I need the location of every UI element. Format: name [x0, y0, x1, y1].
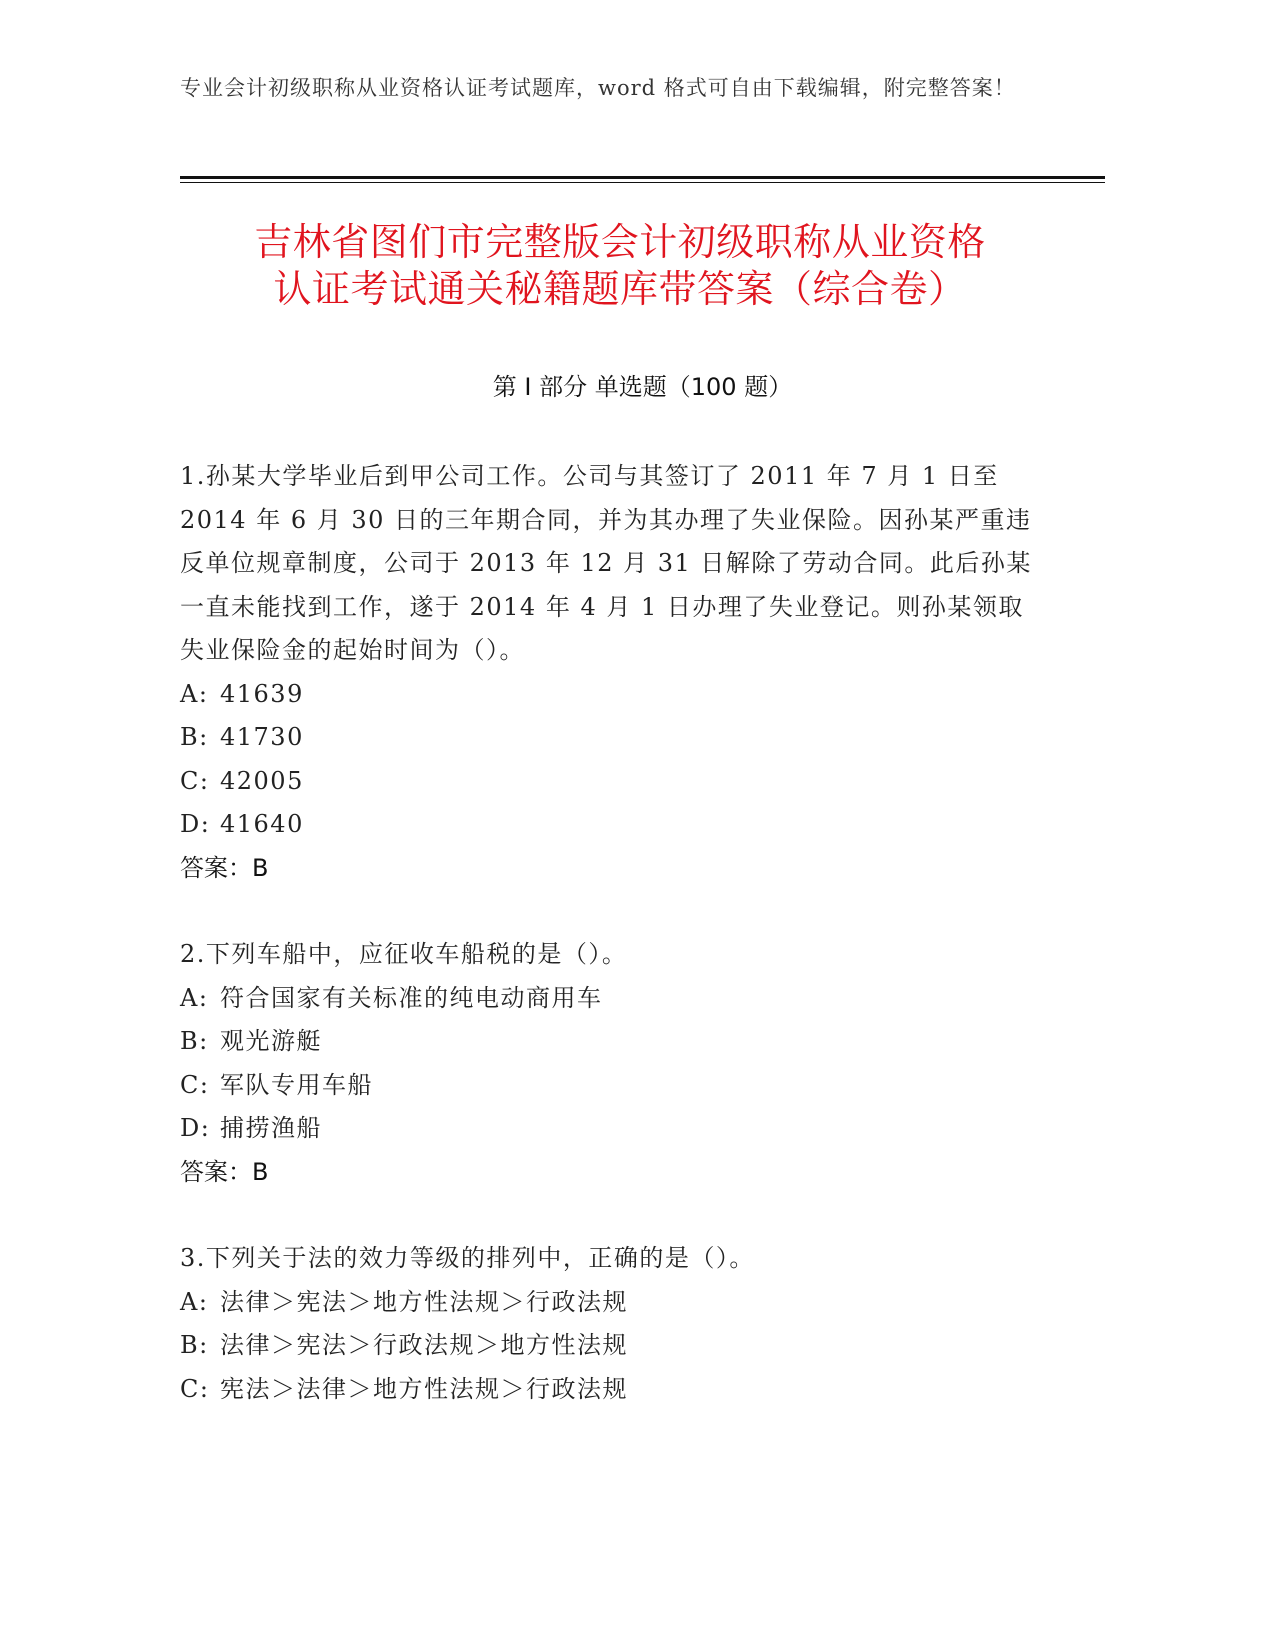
- option-letter: A:: [180, 679, 209, 708]
- option-c: [180, 760, 1040, 804]
- option-text: 符合国家有关标准的纯电动商用车: [220, 983, 603, 1012]
- option-a: [180, 673, 1040, 717]
- option-a: [180, 1281, 1040, 1325]
- option-text: 观光游艇: [220, 1027, 322, 1055]
- question-3: [180, 1237, 1040, 1411]
- document-title: [170, 219, 1070, 313]
- option-letter: D:: [180, 1114, 211, 1142]
- option-b: [180, 1020, 1040, 1064]
- answer-line: 答案：B: [180, 853, 269, 882]
- option-d: [180, 803, 1040, 847]
- header-note: 专业会计初级职称从业资格认证考试题库，word 格式可自由下载编辑，附完整答案！: [180, 76, 1016, 100]
- question-list: [180, 455, 1040, 1454]
- document-title-line-2: 认证考试通关秘籍题库带答案（综合卷）: [273, 267, 967, 311]
- header-divider-thick: [180, 176, 1105, 179]
- option-text: 41730: [220, 723, 304, 751]
- option-text: 捕捞渔船: [220, 1114, 322, 1142]
- section-heading: 第 I 部分 单选题（100 题）: [492, 373, 793, 401]
- option-letter: C:: [180, 1070, 210, 1099]
- question-2: [180, 933, 1040, 1194]
- option-text: 41640: [220, 810, 304, 838]
- option-letter: C:: [180, 766, 210, 795]
- document-title-line-1: 吉林省图们市完整版会计初级职称从业资格: [254, 220, 986, 264]
- option-b: [180, 716, 1040, 760]
- option-letter: C:: [180, 1374, 210, 1403]
- option-c: [180, 1368, 1040, 1412]
- question-stem: 3.下列关于法的效力等级的排列中，正确的是（）。: [180, 1244, 755, 1272]
- question-1: [180, 455, 1040, 890]
- option-text: 法律＞宪法＞行政法规＞地方性法规: [220, 1331, 628, 1359]
- option-letter: A:: [180, 983, 209, 1012]
- option-a: [180, 977, 1040, 1021]
- option-letter: B:: [180, 1331, 209, 1359]
- option-letter: D:: [180, 810, 211, 838]
- option-text: 宪法＞法律＞地方性法规＞行政法规: [220, 1374, 628, 1403]
- option-letter: B:: [180, 723, 209, 751]
- option-text: 法律＞宪法＞地方性法规＞行政法规: [220, 1287, 628, 1316]
- answer-line: 答案：B: [180, 1157, 269, 1186]
- question-stem: 2.下列车船中，应征收车船税的是（）。: [180, 940, 628, 968]
- option-letter: B:: [180, 1027, 209, 1055]
- option-text: 军队专用车船: [220, 1070, 373, 1099]
- option-letter: A:: [180, 1287, 209, 1316]
- header-divider-thin: [180, 182, 1105, 183]
- question-stem: 1.孙某大学毕业后到甲公司工作。公司与其签订了 2011 年 7 月 1 日至 2014 年 6 月 30 日的三年期合同，并为其办理了失业保险。因孙某严重违反单位规章制度，公司于 2013 年 12 月 31 日解除了劳动合同。此后孙某一直未能找到工作，遂于 2014 年 4 月 1 日办理了失业登记。则孙某领取失业保险金的起始时间为（）。: [180, 462, 1032, 664]
- option-d: [180, 1107, 1040, 1151]
- option-text: 42005: [220, 766, 304, 795]
- option-b: [180, 1324, 1040, 1368]
- option-text: 41639: [220, 679, 304, 708]
- option-c: [180, 1064, 1040, 1108]
